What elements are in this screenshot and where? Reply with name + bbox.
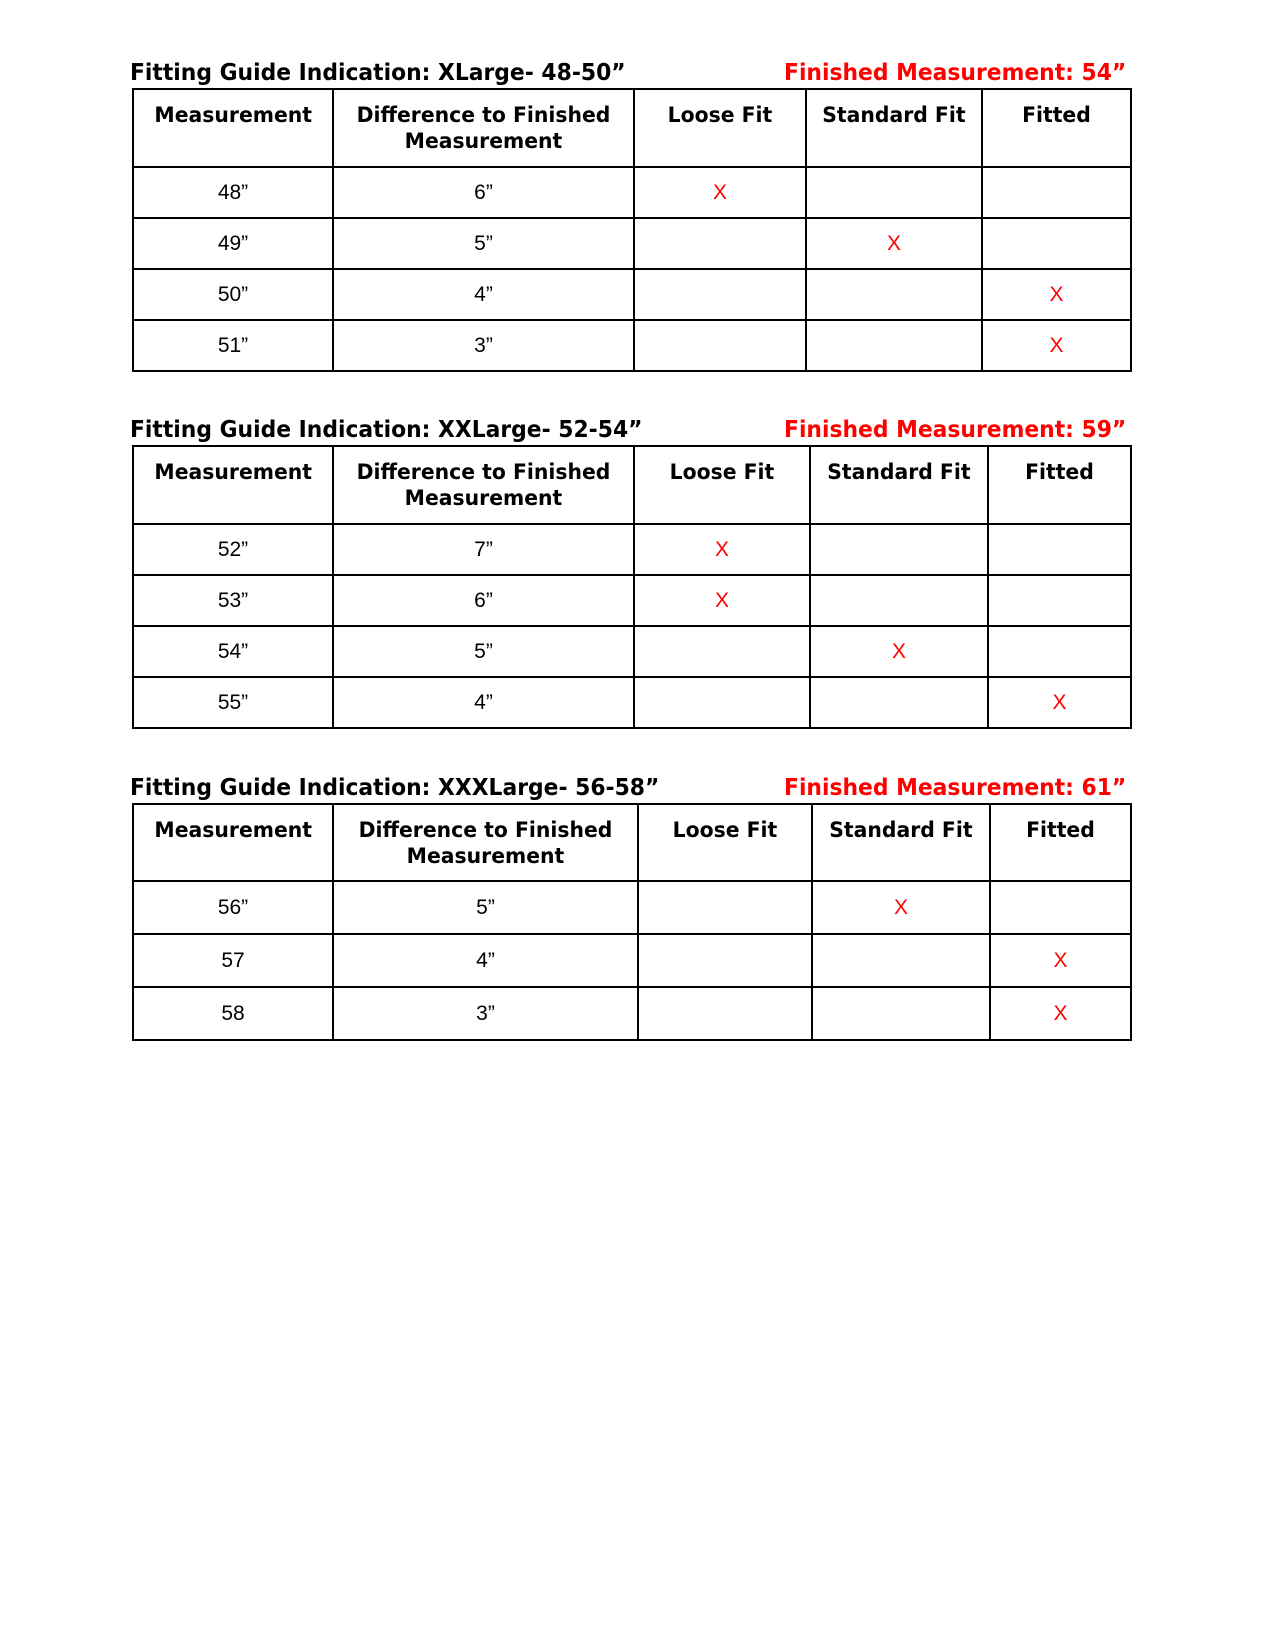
col-header-difference: Difference to Finished Measurement: [333, 804, 638, 881]
loose-fit-mark: [638, 987, 812, 1040]
finished-measurement: Finished Measurement: 61”: [783, 775, 1126, 801]
difference-cell: 5”: [333, 218, 634, 269]
table-row: [133, 934, 1131, 987]
difference-cell: 6”: [333, 167, 634, 218]
measurement-cell: 48”: [133, 167, 333, 218]
loose-fit-mark: [634, 626, 810, 677]
table-row: [133, 987, 1131, 1040]
guide-title: Fitting Guide Indication: XLarge- 48-50”: [130, 60, 626, 86]
measurement-cell: 49”: [133, 218, 333, 269]
fitted-mark: X: [982, 269, 1131, 320]
guide-title: Fitting Guide Indication: XXXLarge- 56-58”: [130, 775, 660, 801]
col-header-difference: Difference to Finished Measurement: [333, 89, 634, 167]
loose-fit-mark: X: [634, 524, 810, 575]
guide-title: Fitting Guide Indication: XXLarge- 52-54”: [130, 417, 643, 443]
table-row: [133, 575, 1131, 626]
fitted-mark: [988, 575, 1131, 626]
col-header-standard-fit: Standard Fit: [806, 89, 982, 167]
col-header-loose-fit: Loose Fit: [638, 804, 812, 881]
measurement-cell: 52”: [133, 524, 333, 575]
difference-cell: 4”: [333, 677, 634, 728]
fitting-table: [132, 445, 1132, 729]
fitted-mark: [988, 524, 1131, 575]
fitted-mark: [988, 626, 1131, 677]
measurement-cell: 58: [133, 987, 333, 1040]
col-header-fitted: Fitted: [988, 446, 1131, 524]
table-row: [133, 881, 1131, 934]
col-header-fitted: Fitted: [990, 804, 1131, 881]
standard-fit-mark: [812, 987, 990, 1040]
col-header-loose-fit: Loose Fit: [634, 446, 810, 524]
standard-fit-mark: X: [810, 626, 988, 677]
table-header-row: [133, 446, 1131, 524]
col-header-fitted: Fitted: [982, 89, 1131, 167]
loose-fit-mark: [634, 320, 806, 371]
table-row: [133, 218, 1131, 269]
fitted-mark: [990, 881, 1131, 934]
fitted-mark: X: [990, 934, 1131, 987]
difference-cell: 4”: [333, 269, 634, 320]
fitted-mark: [982, 167, 1131, 218]
fitted-mark: [982, 218, 1131, 269]
loose-fit-mark: [638, 881, 812, 934]
standard-fit-mark: [806, 269, 982, 320]
col-header-measurement: Measurement: [133, 446, 333, 524]
standard-fit-mark: [810, 524, 988, 575]
measurement-cell: 56”: [133, 881, 333, 934]
standard-fit-mark: [812, 934, 990, 987]
fitted-mark: X: [988, 677, 1131, 728]
loose-fit-mark: X: [634, 575, 810, 626]
table-row: [133, 524, 1131, 575]
measurement-cell: 54”: [133, 626, 333, 677]
fitting-table: [132, 88, 1132, 372]
finished-measurement: Finished Measurement: 54”: [783, 60, 1126, 86]
difference-cell: 7”: [333, 524, 634, 575]
col-header-standard-fit: Standard Fit: [812, 804, 990, 881]
table-row: [133, 626, 1131, 677]
table-row: [133, 269, 1131, 320]
standard-fit-mark: [806, 320, 982, 371]
fitting-table: [132, 803, 1132, 1041]
table-row: [133, 320, 1131, 371]
measurement-cell: 51”: [133, 320, 333, 371]
col-header-loose-fit: Loose Fit: [634, 89, 806, 167]
col-header-measurement: Measurement: [133, 804, 333, 881]
loose-fit-mark: [634, 218, 806, 269]
difference-cell: 6”: [333, 575, 634, 626]
measurement-cell: 55”: [133, 677, 333, 728]
standard-fit-mark: X: [812, 881, 990, 934]
standard-fit-mark: [806, 167, 982, 218]
difference-cell: 3”: [333, 987, 638, 1040]
loose-fit-mark: [638, 934, 812, 987]
table-header-row: [133, 804, 1131, 881]
difference-cell: 4”: [333, 934, 638, 987]
col-header-standard-fit: Standard Fit: [810, 446, 988, 524]
measurement-cell: 57: [133, 934, 333, 987]
standard-fit-mark: [810, 677, 988, 728]
standard-fit-mark: [810, 575, 988, 626]
table-header-row: [133, 89, 1131, 167]
fitted-mark: X: [990, 987, 1131, 1040]
difference-cell: 3”: [333, 320, 634, 371]
measurement-cell: 50”: [133, 269, 333, 320]
table-row: [133, 167, 1131, 218]
col-header-difference: Difference to Finished Measurement: [333, 446, 634, 524]
loose-fit-mark: [634, 269, 806, 320]
difference-cell: 5”: [333, 626, 634, 677]
standard-fit-mark: X: [806, 218, 982, 269]
finished-measurement: Finished Measurement: 59”: [783, 417, 1126, 443]
table-row: [133, 677, 1131, 728]
fitted-mark: X: [982, 320, 1131, 371]
difference-cell: 5”: [333, 881, 638, 934]
col-header-measurement: Measurement: [133, 89, 333, 167]
loose-fit-mark: X: [634, 167, 806, 218]
loose-fit-mark: [634, 677, 810, 728]
measurement-cell: 53”: [133, 575, 333, 626]
